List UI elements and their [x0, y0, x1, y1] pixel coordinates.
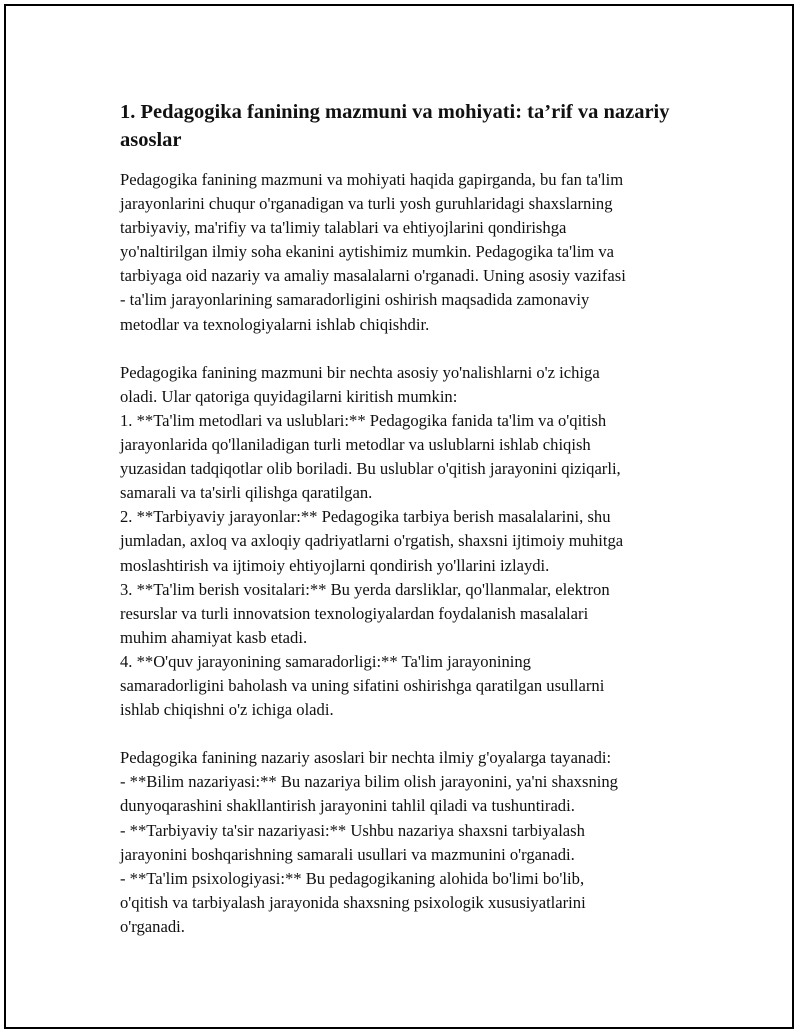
text-line: 2. **Tarbiyaviy jarayonlar:** Pedagogika tarbiya berish masalalarini, shu: [120, 507, 611, 527]
text-line: Pedagogika fanining mazmuni va mohiyati haqida gapirganda, bu fan ta'lim: [120, 170, 624, 189]
text-line: tarbiyaviy, ma'rifiy va ta'limiy talablari va ehtiyojlarini qondirishga: [120, 218, 567, 238]
text-line: tarbiyaga oid nazariy va amaliy masalalarni o'rganadi. Uning asosiy vazifasi: [120, 266, 626, 286]
text-line: 1. **Ta'lim metodlari va uslublari:** Pedagogika fanida ta'lim va o'qitish: [120, 410, 607, 430]
text-line: 4. **O'quv jarayonining samaradorligi:** Ta'lim jarayonining: [120, 651, 531, 671]
text-line: samaradorligini baholash va uning sifatini oshirishga qaratilgan usullarni: [120, 675, 605, 695]
text-line: jarayonini boshqarishning samarali usullari va mazmunini o'rganadi.: [120, 844, 575, 864]
text-line: resurslar va turli innovatsion texnologiyalardan foydalanish masalalari: [120, 603, 589, 623]
text-line: Pedagogika fanining mazmuni bir nechta asosiy yo'nalishlarni o'z ichiga: [120, 362, 600, 382]
text-line: jumladan, axloq va axloqiy qadriyatlarni o'rgatish, shaxsni ijtimoiy muhitga: [120, 531, 624, 551]
section-heading: [120, 98, 700, 154]
text-line: dunyoqarashini shakllantirish jarayonini tahlil qiladi va tushuntiradi.: [120, 796, 575, 816]
paragraph-theoretical-basis: [120, 746, 700, 939]
document-content: [120, 98, 700, 939]
paragraph-gap: [120, 337, 700, 361]
text-line: 3. **Ta'lim berish vositalari:** Bu yerda darsliklar, qo'llanmalar, elektron: [120, 579, 610, 599]
paragraph-intro: [120, 168, 700, 337]
paragraph-content-directions: [120, 361, 700, 722]
paragraph-gap: [120, 722, 700, 746]
text-line: samarali va ta'sirli qilishga qaratilgan.: [120, 483, 373, 503]
text-line: moslashtirish va ijtimoiy ehtiyojlarni qondirish yo'llarini izlaydi.: [120, 555, 550, 575]
text-line: oladi. Ular qatoriga quyidagilarni kiritish mumkin:: [120, 386, 458, 406]
text-line: - **Bilim nazariyasi:** Bu nazariya bilim olish jarayonini, ya'ni shaxsning: [120, 772, 618, 792]
text-line: o'qitish va tarbiyalash jarayonida shaxsning psixologik xususiyatlarini: [120, 892, 586, 912]
page-frame: [4, 4, 794, 1029]
text-line: - **Ta'lim psixologiyasi:** Bu pedagogikaning alohida bo'limi bo'lib,: [120, 868, 585, 888]
heading-line: asoslar: [120, 129, 182, 151]
text-line: - **Tarbiyaviy ta'sir nazariyasi:** Ushbu nazariya shaxsni tarbiyalash: [120, 820, 585, 840]
text-line: muhim ahamiyat kasb etadi.: [120, 627, 308, 647]
text-line: Pedagogika fanining nazariy asoslari bir nechta ilmiy g'oyalarga tayanadi:: [120, 748, 612, 768]
text-line: o'rganadi.: [120, 916, 185, 936]
text-line: jarayonlarini chuqur o'rganadigan va turli yosh guruhlaridagi shaxslarning: [120, 194, 613, 214]
text-line: jarayonlarida qo'llaniladigan turli metodlar va uslublarni ishlab chiqish: [120, 435, 591, 455]
text-line: yo'naltirilgan ilmiy soha ekanini aytishimiz mumkin. Pedagogika ta'lim va: [120, 242, 615, 262]
text-line: - ta'lim jarayonlarining samaradorligini oshirish maqsadida zamonaviy: [120, 290, 590, 310]
text-line: ishlab chiqishni o'z ichiga oladi.: [120, 700, 334, 720]
text-line: metodlar va texnologiyalarni ishlab chiqishdir.: [120, 314, 430, 334]
heading-line: 1. Pedagogika fanining mazmuni va mohiyati: ta’rif va nazariy: [120, 101, 670, 123]
text-line: yuzasidan tadqiqotlar olib boriladi. Bu uslublar o'qitish jarayonini qiziqarli,: [120, 459, 621, 479]
